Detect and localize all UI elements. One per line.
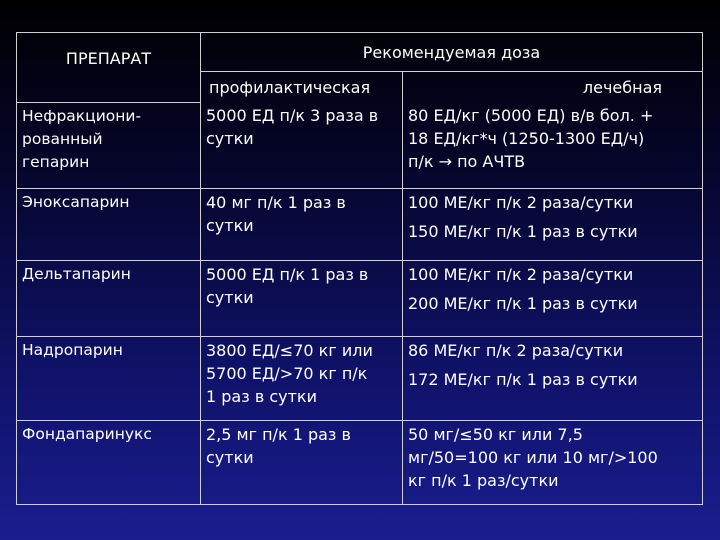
dose-line: 86 МЕ/кг п/к 2 раза/сутки <box>408 340 624 360</box>
dose-line: 80 ЕД/кг (5000 ЕД) в/в бол. + <box>408 106 654 125</box>
dosage-table <box>16 32 703 505</box>
header-drug-label: ПРЕПАРАТ <box>65 49 152 68</box>
therapeutic-cell <box>403 336 703 420</box>
dose-line: 100 МЕ/кг п/к 2 раза/сутки <box>408 192 634 212</box>
dose-line: 100 МЕ/кг п/к 2 раза/сутки <box>408 264 634 284</box>
dose-line: 150 МЕ/кг п/к 1 раз в сутки <box>408 221 638 241</box>
table-row <box>17 336 703 420</box>
dose-line: 40 мг п/к 1 раз в <box>206 192 346 212</box>
dose-line: мг/50=100 кг или 10 мг/>100 <box>408 447 658 467</box>
table-row <box>17 102 703 188</box>
drug-cell <box>17 188 201 260</box>
drug-cell <box>17 336 201 420</box>
drug-line: Эноксапарин <box>22 192 130 211</box>
prophylactic-cell <box>201 260 403 336</box>
table-row <box>17 260 703 336</box>
therapeutic-cell <box>403 102 703 188</box>
dose-line: 5000 ЕД п/к 3 раза в <box>206 106 379 125</box>
prophylactic-cell <box>201 102 403 188</box>
dose-line: 5700 ЕД/>70 кг п/к <box>206 363 368 383</box>
prophylactic-cell <box>201 188 403 260</box>
subheader-row <box>17 72 703 103</box>
dose-line: 50 мг/≤50 кг или 7,5 <box>408 424 583 444</box>
drug-line: гепарин <box>22 152 90 171</box>
dose-line: сутки <box>206 287 254 307</box>
dose-line: сутки <box>206 447 254 467</box>
dose-line: сутки <box>206 215 254 235</box>
dose-line: сутки <box>206 129 254 148</box>
drug-line: Фондапаринукс <box>22 424 152 443</box>
dose-line: 18 ЕД/кг*ч (1250-1300 ЕД/ч) <box>408 129 645 148</box>
therapeutic-cell <box>403 260 703 336</box>
drug-line: Нефракциони- <box>22 106 142 125</box>
dose-line: 3800 ЕД/≤70 кг или <box>206 340 373 360</box>
dose-line: 1 раз в сутки <box>206 386 317 406</box>
drug-line: рованный <box>22 129 103 148</box>
prophylactic-cell <box>201 336 403 420</box>
drug-line: Дельтапарин <box>22 264 131 283</box>
header-prophylactic: профилактическая <box>201 72 403 103</box>
dose-line: п/к → по АЧТВ <box>408 152 526 171</box>
dose-line: кг п/к 1 раз/сутки <box>408 470 559 490</box>
dose-line: 2,5 мг п/к 1 раз в <box>206 424 351 444</box>
header-drug <box>17 49 201 103</box>
dose-line: 172 МЕ/кг п/к 1 раз в сутки <box>408 369 638 389</box>
therapeutic-cell <box>403 188 703 260</box>
table-row <box>17 188 703 260</box>
drug-cell <box>17 260 201 336</box>
prophylactic-cell <box>201 420 403 504</box>
therapeutic-cell <box>403 420 703 504</box>
dose-line: 200 МЕ/кг п/к 1 раз в сутки <box>408 293 638 313</box>
drug-cell <box>17 102 201 188</box>
table-row <box>17 420 703 504</box>
drug-line: Надропарин <box>22 340 123 359</box>
header-dose: Рекомендуемая доза <box>201 33 703 72</box>
drug-cell <box>17 420 201 504</box>
dose-line: 5000 ЕД п/к 1 раз в <box>206 264 369 284</box>
header-therapeutic: лечебная <box>403 72 703 103</box>
